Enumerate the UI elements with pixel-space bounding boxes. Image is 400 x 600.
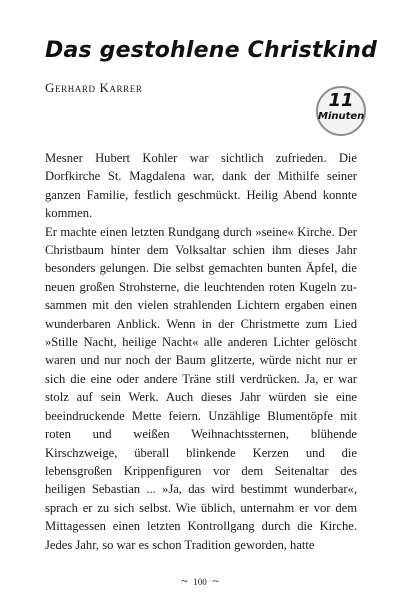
body-paragraph: Er machte einen letzten Rundgang durch »seine« Kirche. Der Christbaum hinter dem Volksaltar schien ihm dieses Jahr besonders gelungen. Die selbst gemachten bunten Äpfel, die neuen großen Strohsterne, die leuchtenden roten Kugeln zusammen mit den vielen strahlenden Lichtern ergaben einen wunderbaren Anblick. Wenn in der Christmette zum Lied »Stille Nacht, heilige Nacht« alle anderen Lichter gelöscht waren und nur noch der Baum glitzerte, würde nicht nur er sich die eine oder andere Träne still verdrücken. Ja, er war stolz auf sein Werk. Auch dieses Jahr würden sie eine beeindruckende Mette feiern. Unzählige Blumentöpfe mit roten und weißen Weihnachtssternen, blühende Kirschzweige, überall blinkende Kerzen und die lebensgroßen Krippenfiguren vor dem Seitenaltar des heiligen Sebastian ... »Ja, das wird bestimmt wunderbar«, sprach er zu sich selbst. Wie üblich, unternahm er vor dem Mittagessen einen letzten Kontrollgang durch die Kirche. Jedes Jahr, so war es schon Tradition geworden, hatte bbox=[45, 224, 357, 552]
page-number: 100 bbox=[193, 576, 207, 587]
ornament-left-icon: ~ bbox=[181, 574, 188, 588]
reading-time-badge bbox=[316, 86, 366, 136]
story-body bbox=[45, 149, 357, 554]
reading-time-number: 11 bbox=[328, 90, 354, 111]
story-title: Das gestohlene Christkind bbox=[45, 38, 378, 63]
ornament-right-icon: ~ bbox=[212, 574, 219, 588]
body-paragraph: Mesner Hubert Kohler war sichtlich zufrieden. Die Dorfkirche St. Magdalena war, dank der Mithilfe seiner ganzen Familie, festlich geschmückt. Heilig Abend konnte kommen. bbox=[45, 151, 357, 221]
reading-time-unit: Minuten bbox=[318, 111, 365, 122]
page-footer bbox=[0, 574, 400, 589]
author-name: Gerhard Karrer bbox=[45, 80, 143, 95]
